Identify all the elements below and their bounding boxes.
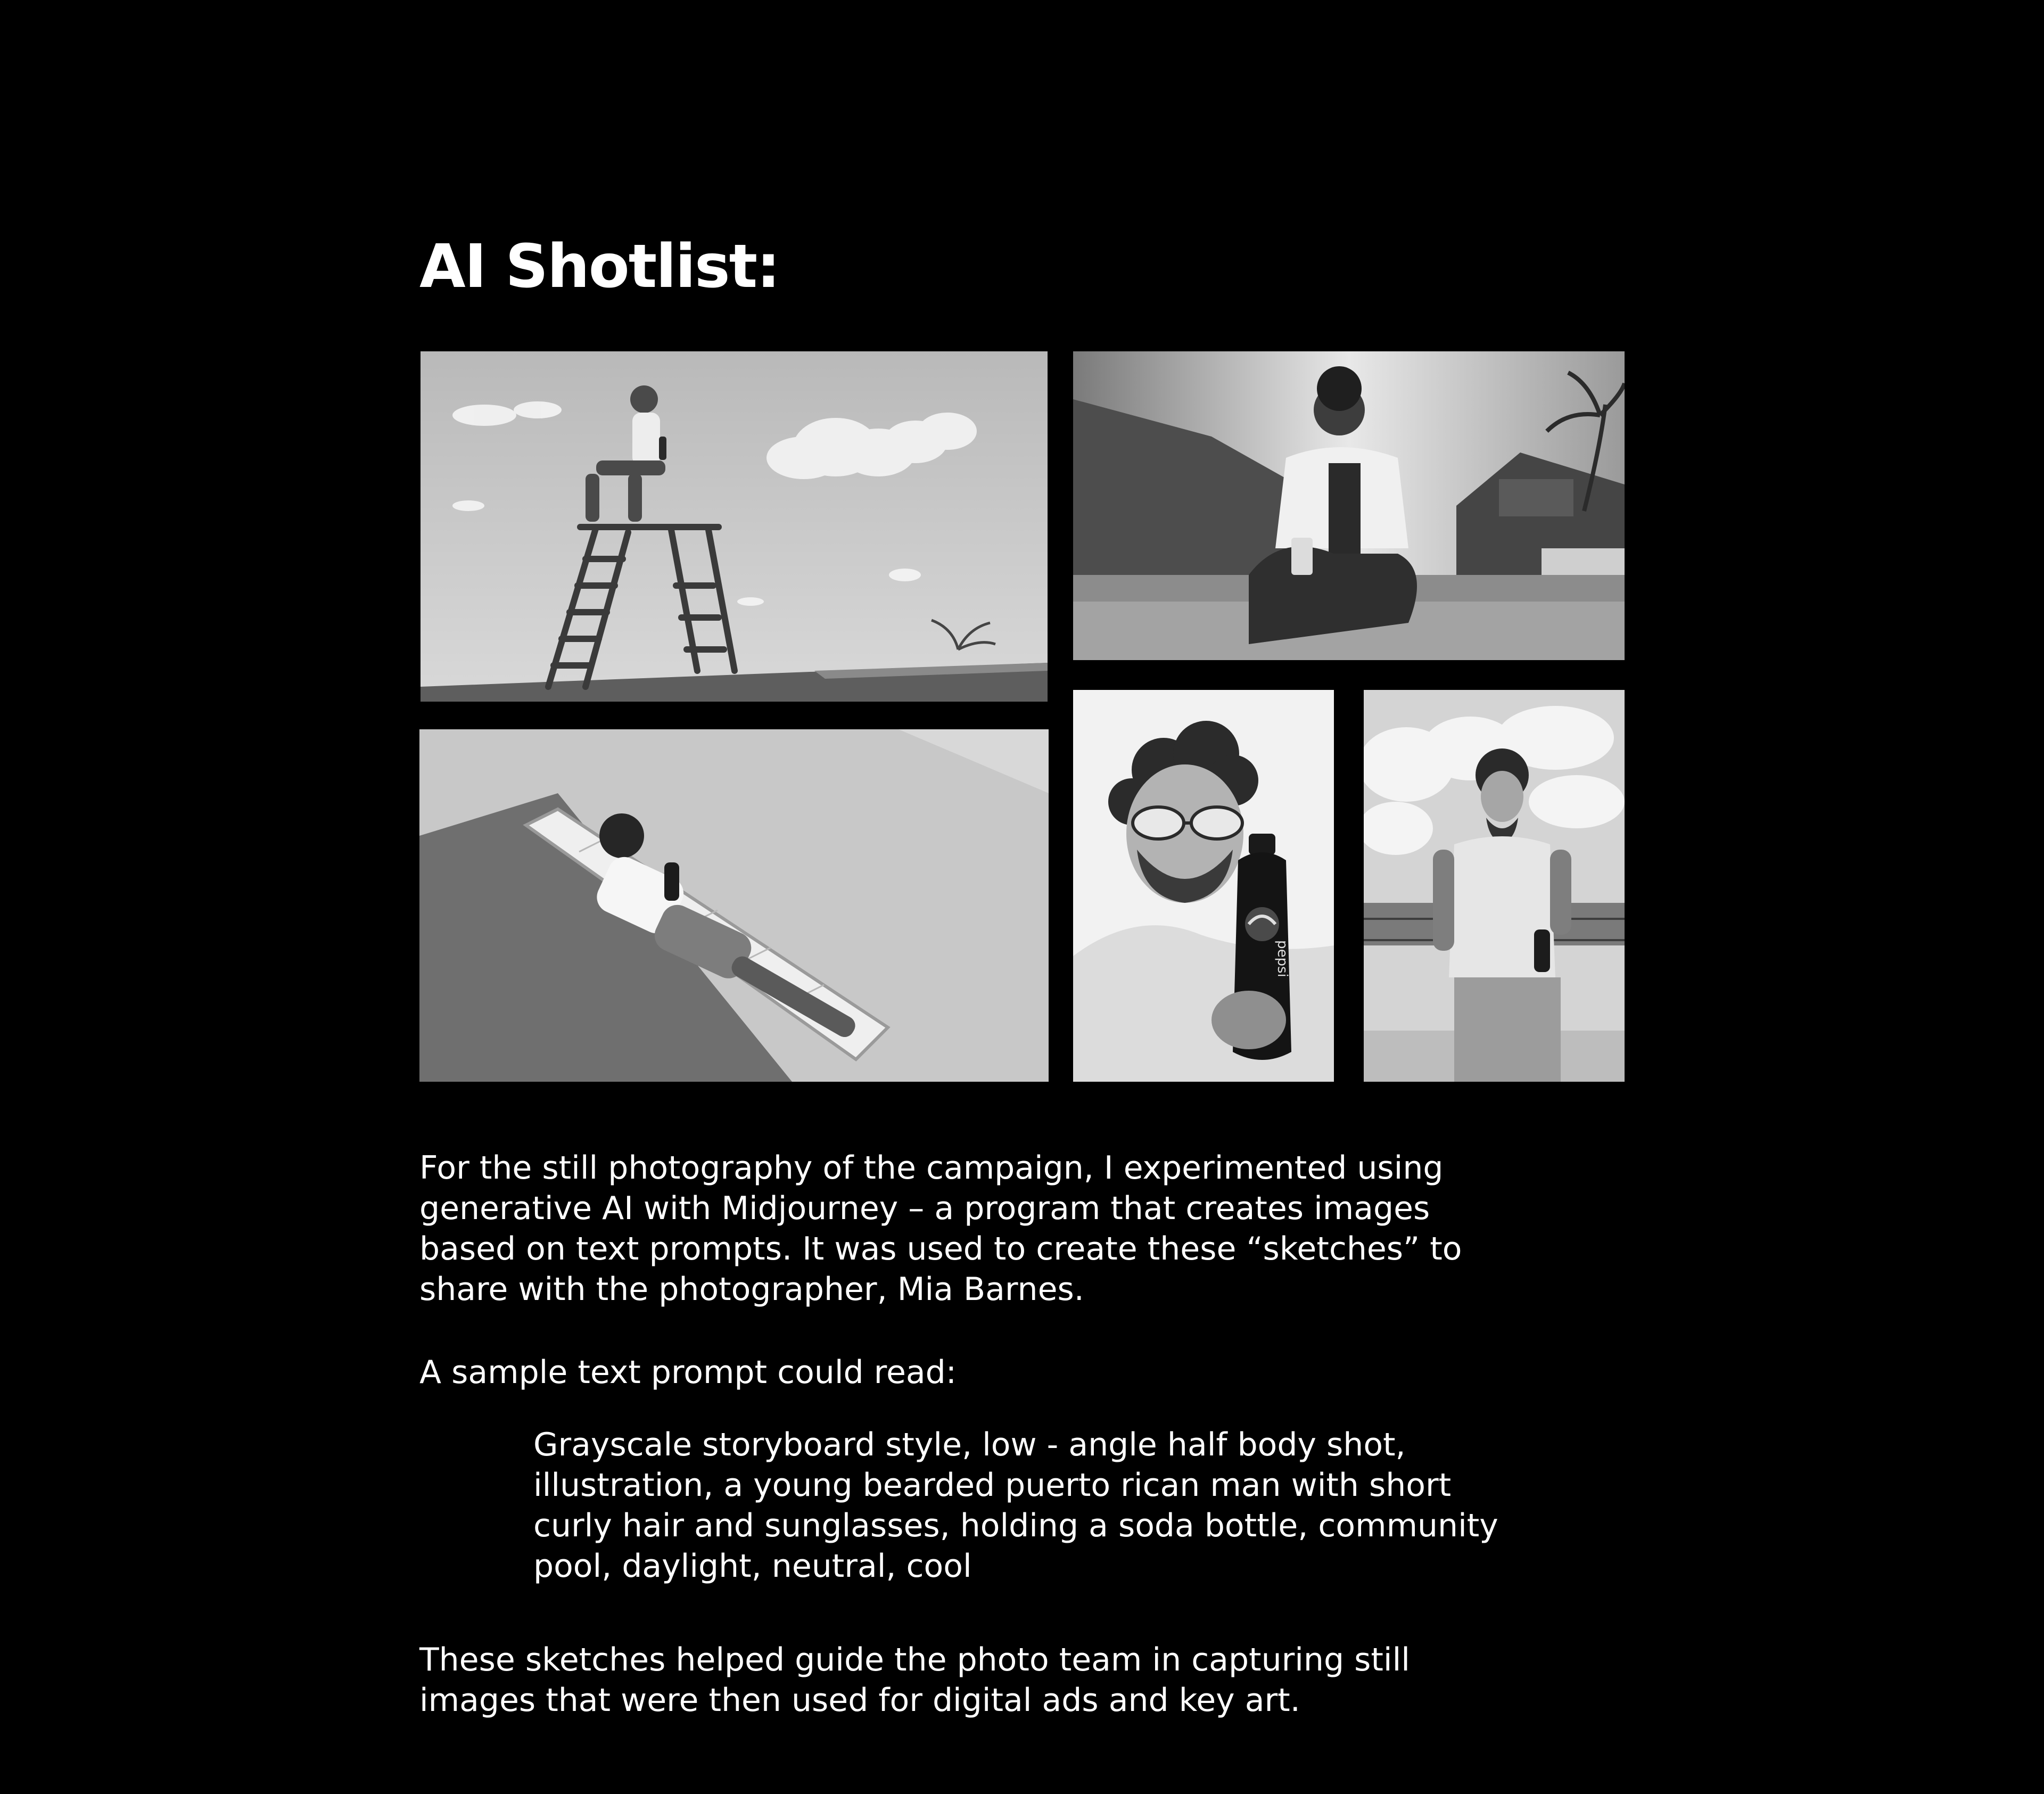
shotlist-frame-poolside-standing	[1364, 690, 1625, 1082]
shotlist-frame-selfie-bottle	[1073, 690, 1334, 1082]
sketch-rooftop-seated-image	[1073, 351, 1625, 660]
shotlist-frame-rooftop-seated	[1073, 351, 1625, 660]
sketch-poolside-standing-image	[1364, 690, 1625, 1082]
sketch-selfie-bottle-image	[1073, 690, 1334, 1082]
sample-prompt-text: Grayscale storyboard style, low - angle half body shot, illustration, a young bearded puerto rican man with short curly hair and sunglasses, holding a soda bottle, community pool, daylight, neutral, cool	[533, 1426, 1498, 1585]
sketch-lounge-chair-image	[419, 729, 1049, 1082]
sample-prompt-lead: A sample text prompt could read:	[419, 1354, 957, 1391]
bottle-label: pepsi	[1274, 940, 1290, 977]
page-title: AI Shotlist:	[419, 232, 779, 301]
shotlist-frame-lounge-chair	[419, 729, 1049, 1082]
sketch-lifeguard-chair-image	[421, 351, 1048, 702]
shotlist-frame-lifeguard-chair	[421, 351, 1048, 702]
outro-paragraph: These sketches helped guide the photo team in capturing still images that were then used for digital ads and key art.	[419, 1641, 1410, 1719]
intro-paragraph: For the still photography of the campaign, I experimented using generative AI with Midjourney – a program that creates images based on text prompts. It was used to create these “sketches” to share with the photographer, Mia Barnes.	[419, 1149, 1462, 1308]
